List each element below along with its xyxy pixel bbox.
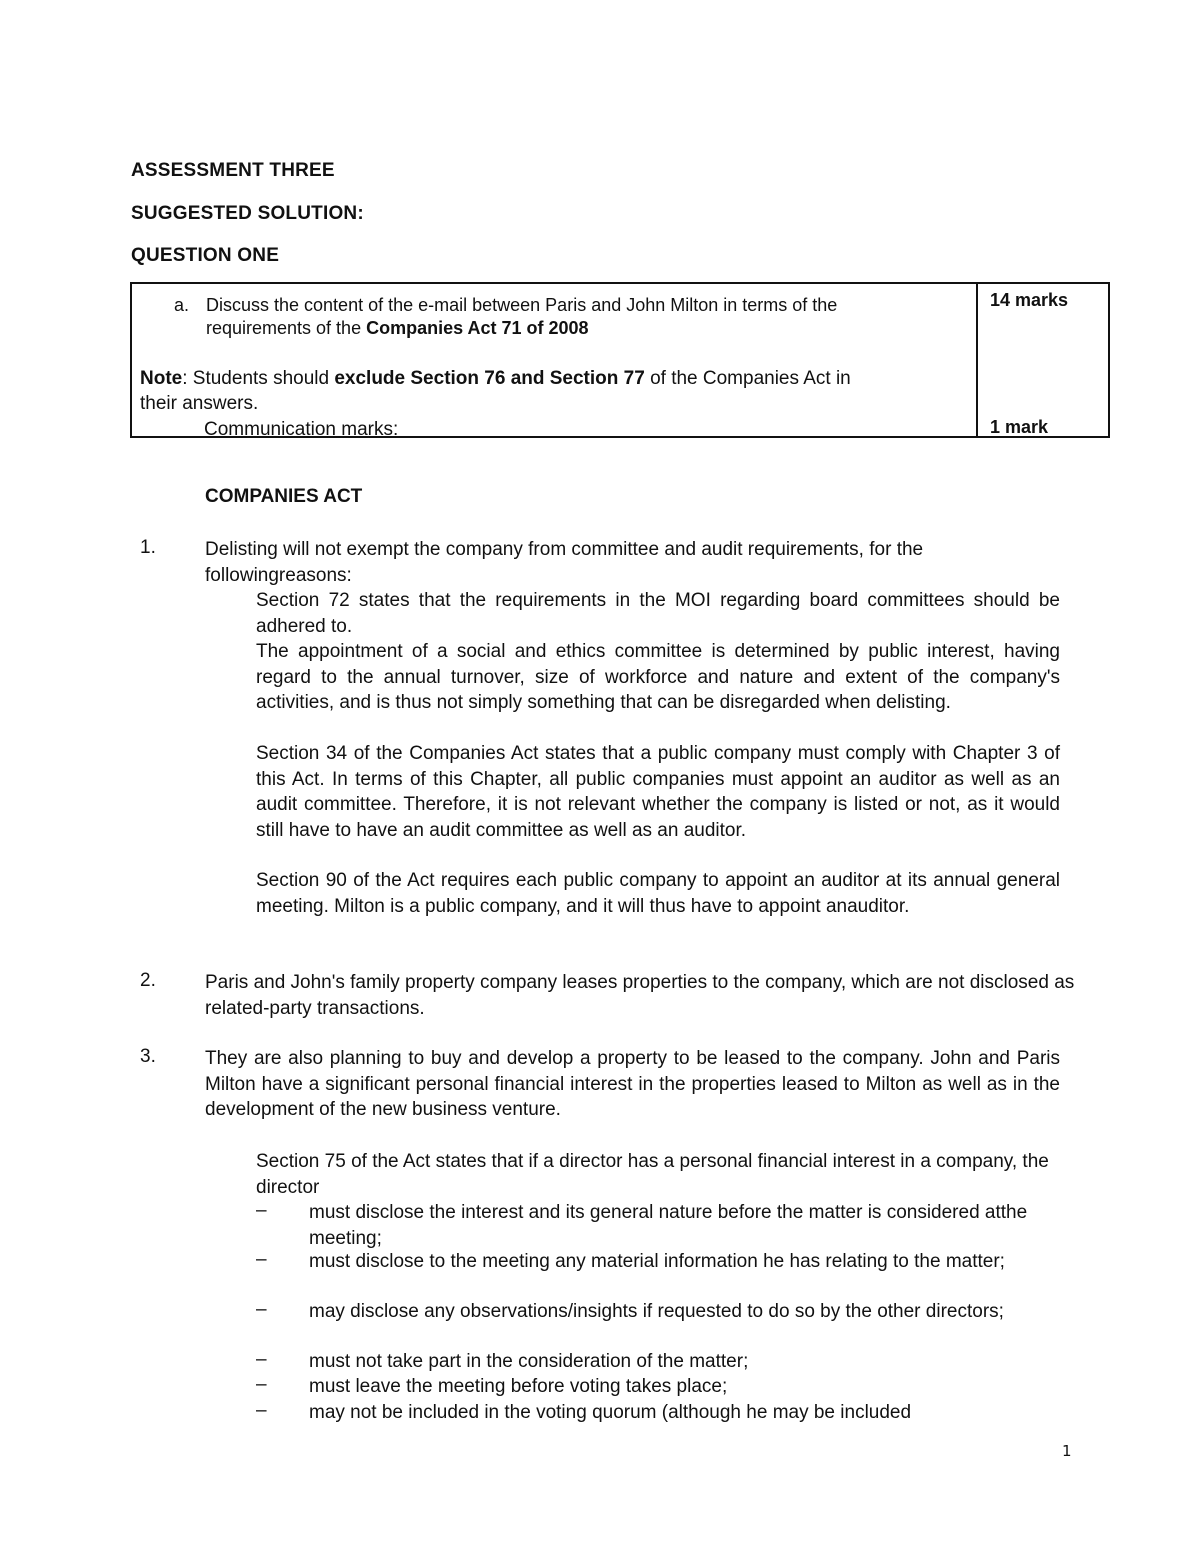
point-number: 1. [140, 537, 156, 558]
point-text: They are also planning to buy and develop a property to be leased to the company. John and Paris Milton have a significant personal financial interest in the properties leased to Milton as well as in the development of the new business venture. [205, 1048, 1060, 1120]
dash-item: must disclose the interest and its general nature before the matter is considered atthe meeting; [309, 1202, 1028, 1249]
item-text-line2: requirements of the [206, 318, 362, 338]
dash-icon: – [256, 1299, 267, 1320]
note-text-3: their answers. [140, 393, 259, 414]
dash-item: may disclose any observations/insights if requested to do so by the other directors; [309, 1301, 1004, 1322]
dash-item: may not be included in the voting quorum (although he may be included [309, 1402, 912, 1423]
note-exclusion: exclude Section 76 and Section 77 [334, 368, 645, 389]
page-number: 1 [1062, 1442, 1072, 1460]
point-number: 3. [140, 1046, 156, 1067]
dash-icon: – [256, 1200, 267, 1221]
item-act-name: Companies Act 71 of 2008 [366, 318, 589, 338]
bullet-item: Section 75 of the Act states that if a director has a personal financial interest in a company, the director [256, 1151, 1049, 1198]
bullet-item: Section 72 states that the requirements in the MOI regarding board committees should be adhered to. [256, 590, 1060, 637]
bullet-item: Section 34 of the Companies Act states that a public company must comply with Chapter 3 of this Act. In terms of this Chapter, all public companies must appoint an auditor as well as an audit committee. Therefore, it is not relevant whether the company is listed or not, as it would still have to have an audit committee as well as an auditor. [256, 743, 1060, 841]
question-table [130, 282, 1110, 438]
assessment-title: ASSESSMENT THREE [131, 160, 335, 181]
table-divider [976, 284, 978, 436]
note-label: Note [140, 368, 183, 389]
dash-item: must disclose to the meeting any material information he has relating to the matter; [309, 1251, 1005, 1272]
point-text: Delisting will not exempt the company from committee and audit requirements, for the followingreasons: [205, 539, 924, 586]
dash-item: must leave the meeting before voting takes place; [309, 1376, 728, 1397]
dash-item: must not take part in the consideration of the matter; [309, 1351, 749, 1372]
bullet-item: Section 90 of the Act requires each public company to appoint an auditor at its annual general meeting. Milton is a public company, and it will thus have to appoint anauditor. [256, 870, 1060, 917]
note-text-2: of the Companies Act in [650, 368, 851, 389]
item-text [206, 294, 946, 340]
point-text: Paris and John's family property company leases properties to the company, which are not disclosed as related-party transactions. [205, 972, 1075, 1019]
marks-main: 14 marks [990, 290, 1069, 310]
note-text-1: : Students should [182, 368, 330, 389]
section-title: COMPANIES ACT [205, 486, 363, 507]
note-text [140, 366, 970, 416]
communication-label: Communication marks: [204, 419, 399, 440]
point-number: 2. [140, 970, 156, 991]
item-text-line1: Discuss the content of the e-mail between Paris and John Milton in terms of the [206, 295, 838, 315]
dash-icon: – [256, 1249, 267, 1270]
dash-icon: – [256, 1374, 267, 1395]
marks-communication: 1 mark [990, 417, 1049, 437]
dash-icon: – [256, 1349, 267, 1370]
suggested-solution-heading: SUGGESTED SOLUTION: [131, 203, 364, 224]
question-heading: QUESTION ONE [131, 245, 280, 266]
dash-icon: – [256, 1400, 267, 1421]
item-letter: a. [174, 295, 190, 315]
bullet-item: The appointment of a social and ethics committee is determined by public interest, having regard to the annual turnover, size of workforce and nature and extent of the company's activities, and is thus not simply something that can be disregarded when delisting. [256, 641, 1060, 713]
